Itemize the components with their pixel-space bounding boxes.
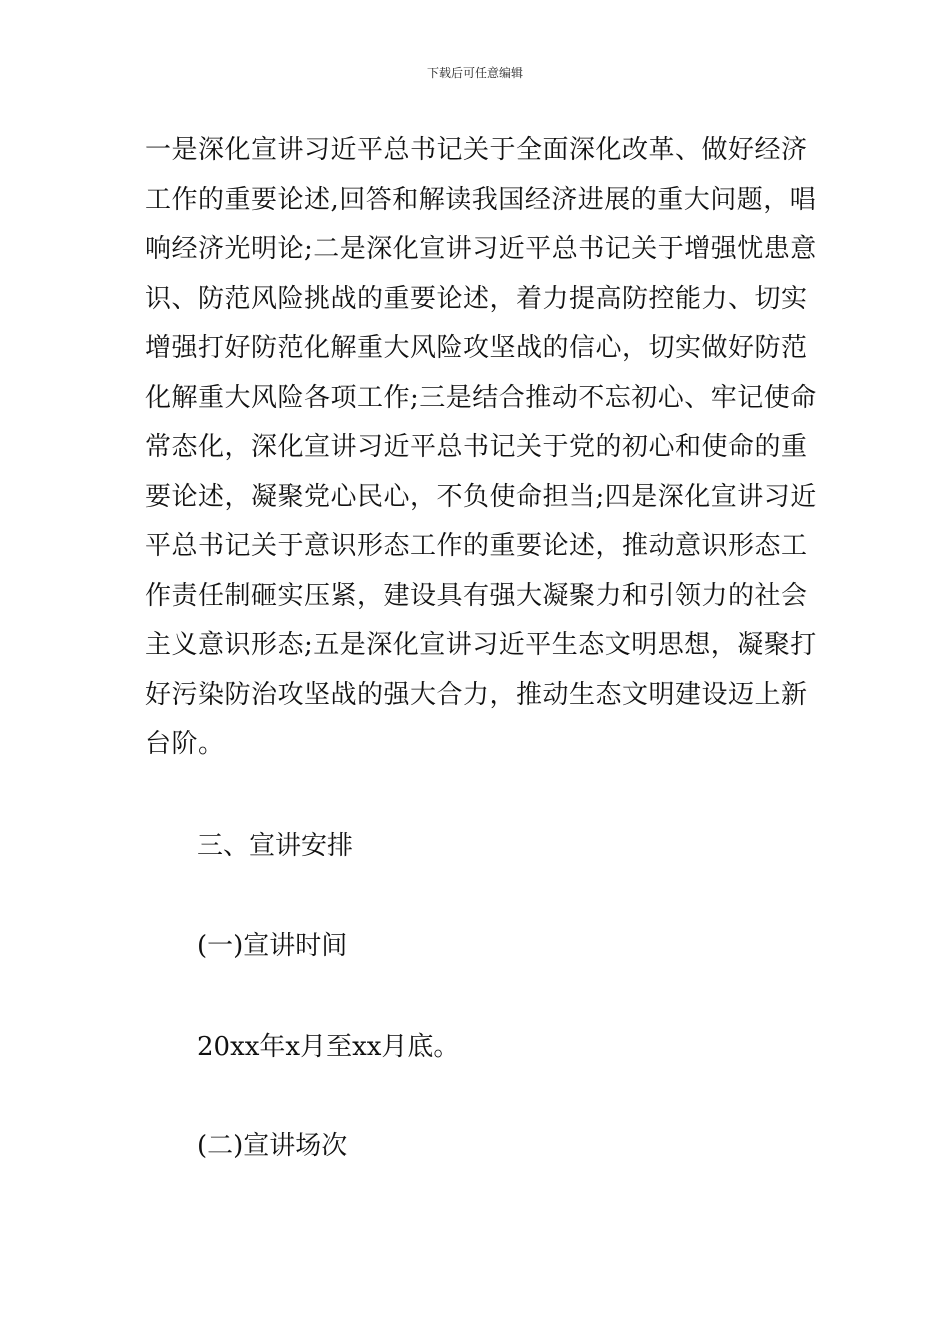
time-value-text: 20xx年x月至xx月底。 (197, 1032, 460, 1062)
paragraph-line: 增强打好防范化解重大风险攻坚战的信心，切实做好防范 (145, 333, 808, 363)
paragraph-line: 响经济光明论;二是深化宣讲习近平总书记关于增强忧患意 (145, 234, 817, 264)
paragraph-line: 化解重大风险各项工作;三是结合推动不忘初心、牢记使命 (145, 382, 817, 413)
body-paragraph (145, 126, 817, 770)
subsection-heading-time: (一)宣讲时间 (197, 931, 348, 961)
subsection-heading-sessions: (二)宣讲场次 (197, 1131, 348, 1161)
paragraph-line: 主义意识形态;五是深化宣讲习近平生态文明思想，凝聚打 (145, 630, 817, 660)
paragraph-line: 平总书记关于意识形态工作的重要论述，推动意识形态工 (145, 531, 808, 561)
paragraph-line: 工作的重要论述,回答和解读我国经济进展的重大问题，唱 (145, 184, 817, 215)
paragraph-line: 识、防范风险挑战的重要论述，着力提高防控能力、切实 (145, 283, 808, 314)
paragraph-line: 好污染防治攻坚战的强大合力，推动生态文明建设迈上新 (145, 679, 808, 710)
paragraph-line: 一是深化宣讲习近平总书记关于全面深化改革、做好经济 (145, 135, 808, 165)
page-header: 下载后可任意编辑 (426, 66, 523, 80)
paragraph-line: 作责任制砸实压紧，建设具有强大凝聚力和引领力的社会 (145, 580, 808, 611)
paragraph-line: 台阶。 (145, 729, 225, 759)
paragraph-line: 常态化，深化宣讲习近平总书记关于党的初心和使命的重 (145, 432, 808, 462)
paragraph-line: 要论述，凝聚党心民心，不负使命担当;四是深化宣讲习近 (145, 481, 817, 512)
section-heading: 三、宣讲安排 (197, 831, 354, 861)
